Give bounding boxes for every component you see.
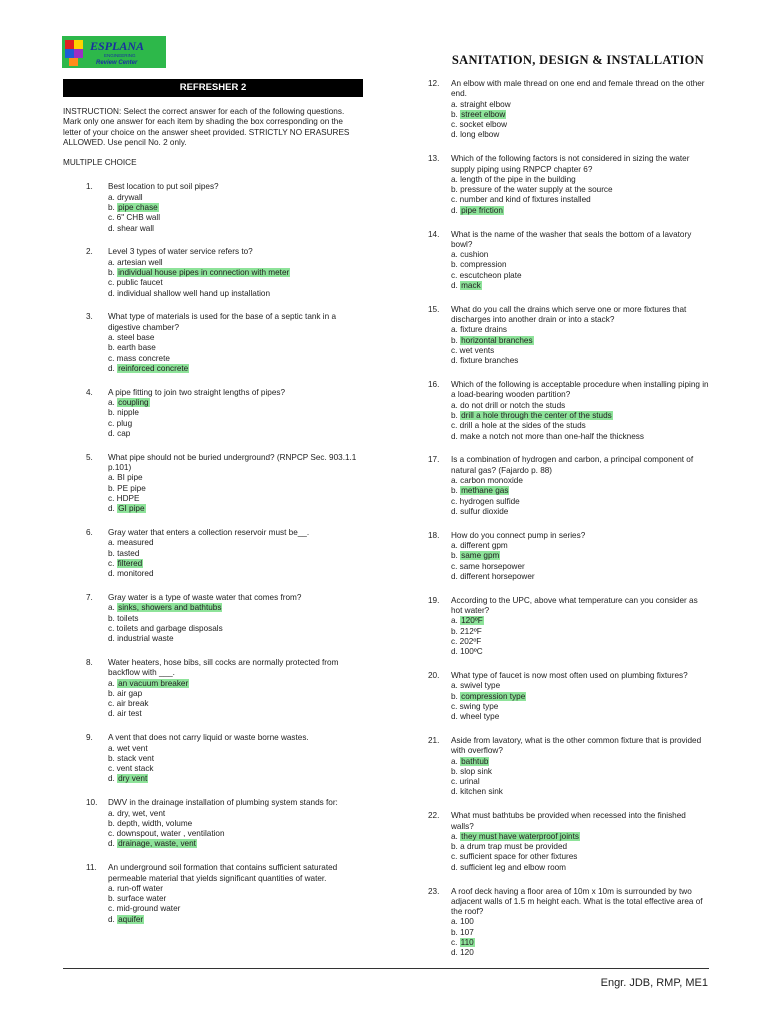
question-number: 17. [428,455,440,465]
answer-option: d. air test [108,709,142,719]
answer-option: d. different horsepower [451,571,535,581]
answer-option: a. swivel type [451,681,501,691]
highlighted-answer: bathtub [461,756,489,766]
question-item [428,305,710,367]
answer-option-correct: a. an vacuum breaker [108,678,189,688]
answer-option-correct: d. drainage, waste, vent [108,839,196,849]
answer-option: c. toilets and garbage disposals [108,623,223,633]
answer-option: b. toilets [108,613,139,623]
answer-option: b. a drum trap must be provided [451,842,568,852]
answer-option: c. socket elbow [451,120,507,130]
answer-option: c. swing type [451,701,499,711]
question-item [428,736,710,798]
logo-line2: Review Center [96,60,138,66]
answer-option-correct: a. sinks, showers and bathtubs [108,603,222,613]
question-item [63,182,363,233]
answer-option: a. run-off water [108,883,163,893]
answer-option-correct: b. individual house pipes in connection with meter [108,268,290,278]
question-number: 1. [86,182,93,192]
question-item [63,528,363,579]
question-number: 19. [428,595,440,605]
question-text: Aside from lavatory, what is the other common fixture that is provided with overflow? [451,735,702,756]
answer-option: a. cushion [451,250,489,260]
question-item [63,593,363,644]
highlighted-answer: horizontal branches [461,335,533,345]
answer-option: d. fixture branches [451,356,519,366]
question-item [63,388,363,439]
question-item [63,798,363,849]
answer-option: b. slop sink [451,766,492,776]
section-label: MULTIPLE CHOICE [63,158,137,168]
answer-option: c. air break [108,699,149,709]
answer-option-correct: d. aquifer [108,914,144,924]
answer-option-correct: d. GI pipe [108,504,145,514]
answer-option: a. drywall [108,192,143,202]
answer-option: b. PE pipe [108,483,146,493]
answer-option-correct: d. mack [451,281,481,291]
question-item [428,455,710,517]
question-number: 13. [428,154,440,164]
refresher-banner: REFRESHER 2 [63,79,363,97]
question-item [428,887,710,959]
question-item [428,811,710,873]
question-number: 8. [86,657,93,667]
question-text: An underground soil formation that contains sufficient saturated permeable material that yields significant quantities of water. [108,863,338,883]
answer-option: c. mid-ground water [108,904,181,914]
answer-option: a. fixture drains [451,325,507,335]
question-text: What type of materials is used for the base of a septic tank in a digestive chamber? [108,312,337,332]
question-number: 9. [86,733,93,743]
question-number: 12. [428,79,440,88]
question-text: Best location to put soil pipes? [108,182,219,192]
answer-option: a. artesian well [108,257,163,267]
question-text: Is a combination of hydrogen and carbon, a principal component of natural gas? (Fajardo p. 88) [451,455,694,475]
highlighted-answer: individual house pipes in connection with meter [118,268,290,278]
question-text: What type of faucet is now most often used on plumbing fixtures? [451,670,688,680]
page-title: SANITATION, DESIGN & INSTALLATION [451,53,704,67]
question-text: What pipe should not be buried underground? (RNPCP Sec. 903.1.1 p.101) [108,452,357,473]
question-text: What is the name of the washer that seals the bottom of a lavatory bowl? [451,229,692,249]
question-number: 21. [428,735,440,745]
highlighted-answer: aquifer [118,914,144,924]
answer-option: a. do not drill or notch the studs [451,400,566,410]
logo-line1: ENGINEERING [104,53,136,58]
answer-option: c. drill a hole at the sides of the studs [451,421,586,431]
right-column [428,79,710,972]
answer-option: c. hydrogen sulfide [451,496,520,506]
question-text: Which of the following is acceptable procedure when installing piping in a load-bearing wooden partition? [451,380,709,400]
question-number: 10. [86,798,98,808]
answer-option: d. 100ºC [451,647,483,657]
question-item [428,230,710,292]
question-number: 23. [428,886,440,896]
answer-option: c. wet vents [451,346,495,356]
question-list-left [63,182,363,925]
answer-option-correct: a. they must have waterproof joints [451,831,579,841]
question-number: 2. [86,247,93,257]
question-item [63,658,363,720]
question-number: 5. [86,452,93,462]
highlighted-answer: same gpm [461,551,500,561]
question-text: A pipe fitting to join two straight lengths of pipes? [108,387,286,397]
question-text: Level 3 types of water service refers to? [108,247,253,257]
answer-option: d. individual shallow well hand up installation [108,288,271,298]
answer-option-correct: a. coupling [108,398,149,408]
question-item [428,596,710,658]
question-number: 7. [86,592,93,602]
answer-option: a. different gpm [451,540,508,550]
question-text: A vent that does not carry liquid or waste borne wastes. [108,733,309,743]
question-item [428,671,710,722]
answer-option: a. carbon monoxide [451,476,523,485]
answer-option: c. mass concrete [108,353,170,363]
question-item [428,79,710,141]
answer-option: a. 100 [451,917,474,927]
footer-author: Engr. JDB, RMP, ME1 [600,977,708,989]
highlighted-answer: sinks, showers and bathtubs [118,603,222,613]
answer-option: b. depth, width, volume [108,818,193,828]
question-text: A roof deck having a floor area of 10m x 10m is surrounded by two adjacent walls of 1.5 m height each. What is the total effective area of the roof? [451,886,703,917]
left-column [63,79,363,939]
question-text: What must bathtubs be provided when recessed into the finished walls? [451,811,686,831]
answer-option: b. air gap [108,688,143,698]
answer-option-correct: a. 120ºF [451,616,483,626]
question-number: 11. [86,863,97,873]
question-number: 22. [428,811,440,821]
question-item [63,453,363,515]
question-number: 16. [428,380,440,390]
question-text: Which of the following factors is not considered in sizing the water supply piping using RNPCP chapter 6? [451,154,690,174]
answer-option: c. escutcheon plate [451,270,522,280]
highlighted-answer: reinforced concrete [118,363,189,373]
question-list-right [428,79,710,959]
answer-option: b. compression [451,260,507,270]
question-item [63,312,363,374]
question-text: An elbow with male thread on one end and female thread on the other end. [451,79,705,99]
answer-option: c. plug [108,418,133,428]
question-text: According to the UPC, above what temperature can you consider as hot water? [451,595,698,615]
answer-option: c. same horsepower [451,561,525,571]
question-item [428,154,710,216]
answer-option: c. 202ºF [451,636,482,646]
answer-option-correct: b. street elbow [451,109,506,119]
answer-option-correct: c. 110 [451,937,474,947]
question-number: 15. [428,304,440,314]
answer-option: c. sufficient space for other fixtures [451,852,578,862]
answer-option: c. downspout, water , ventilation [108,829,225,839]
highlighted-answer: GI pipe [118,504,145,514]
question-number: 6. [86,528,93,537]
highlighted-answer: they must have waterproof joints [461,831,579,841]
question-item [63,863,363,925]
answer-option: a. straight elbow [451,99,511,109]
footer-divider [63,968,709,969]
question-text: How do you connect pump in series? [451,530,586,540]
answer-option: a. steel base [108,333,155,343]
answer-option: c. public faucet [108,278,163,288]
highlighted-answer: 110 [460,937,474,947]
answer-option: c. 6" CHB wall [108,213,161,223]
highlighted-answer: mack [461,281,481,291]
answer-option: d. sulfur dioxide [451,506,509,516]
esplana-logo [62,36,166,68]
answer-option: d. make a notch not more than one-half the thickness [451,431,644,441]
answer-option-correct: b. compression type [451,691,526,701]
answer-option: b. tasted [108,548,140,558]
question-item [63,733,363,784]
answer-option: d. shear wall [108,223,154,233]
highlighted-answer: drill a hole through the center of the studs [461,411,612,421]
answer-option: a. dry, wet, vent [108,808,166,818]
highlighted-answer: methane gas [461,486,509,496]
question-number: 3. [86,312,93,322]
answer-option-correct: b. pipe chase [108,203,158,213]
question-text: What do you call the drains which serve one or more fixtures that discharges into another drain or into a stack? [451,304,687,325]
highlighted-answer: pipe chase [118,203,158,213]
answer-option-correct: d. reinforced concrete [108,363,189,373]
highlighted-answer: dry vent [118,774,148,784]
highlighted-answer: filtered [117,558,143,568]
question-text: Water heaters, hose bibs, sill cocks are normally protected from backflow with ___. [108,657,339,678]
answer-option-correct: b. methane gas [451,486,509,496]
answer-option-correct: d. pipe friction [451,205,503,215]
answer-option-correct: b. same gpm [451,551,500,561]
answer-option: b. stack vent [108,753,154,763]
logo-brand: ESPLANA [90,39,145,53]
question-item [63,247,363,298]
answer-option-correct: c. filtered [108,558,143,568]
answer-option: b. surface water [108,894,167,904]
answer-option: c. HDPE [108,493,140,503]
highlighted-answer: pipe friction [461,205,503,215]
answer-option: c. number and kind of fixtures installed [451,195,591,205]
answer-option: d. industrial waste [108,634,174,644]
question-number: 4. [86,387,93,397]
question-number: 18. [428,530,440,540]
answer-option-correct: a. bathtub [451,756,489,766]
answer-option: b. pressure of the water supply at the source [451,185,613,195]
answer-option: a. measured [108,538,154,548]
instruction-text: INSTRUCTION: Select the correct answer for each of the following questions. Mark only one answer for each item by shading the box corresponding on the letter of your choice on the answer sheet provided. STRICTLY NO ERASURES ALLOWED. Use pencil No. 2 only. [63,107,350,147]
answer-option: b. 212ºF [451,626,482,636]
answer-option: a. wet vent [108,743,148,753]
answer-option: d. wheel type [451,712,500,722]
answer-option: d. sufficient leg and elbow room [451,862,567,872]
answer-option: d. monitored [108,569,154,579]
answer-option: a. length of the pipe in the building [451,174,576,184]
answer-option: c. urinal [451,777,480,787]
answer-option: b. nipple [108,408,139,418]
question-item [428,380,710,442]
answer-option: b. earth base [108,343,156,353]
answer-option: b. 107 [451,927,474,937]
answer-option: d. 120 [451,948,474,958]
answer-option-correct: b. horizontal branches [451,335,533,345]
highlighted-answer: compression type [461,691,526,701]
highlighted-answer: 120ºF [461,616,483,626]
answer-option: d. cap [108,428,131,438]
answer-option: d. kitchen sink [451,787,503,797]
answer-option-correct: d. dry vent [108,774,148,784]
highlighted-answer: coupling [118,398,149,408]
highlighted-answer: drainage, waste, vent [118,839,196,849]
answer-option-correct: b. drill a hole through the center of the studs [451,411,612,421]
question-number: 14. [428,229,440,239]
highlighted-answer: an vacuum breaker [118,678,189,688]
question-item [428,531,710,582]
highlighted-answer: street elbow [461,109,506,119]
question-number: 20. [428,670,440,680]
answer-option: c. vent stack [108,764,154,774]
question-text: Gray water that enters a collection reservoir must be__. [108,528,310,537]
answer-option: d. long elbow [451,130,500,140]
answer-option: a. BI pipe [108,473,143,483]
question-text: DWV in the drainage installation of plumbing system stands for: [108,798,338,808]
question-text: Gray water is a type of waste water that comes from? [108,592,302,602]
